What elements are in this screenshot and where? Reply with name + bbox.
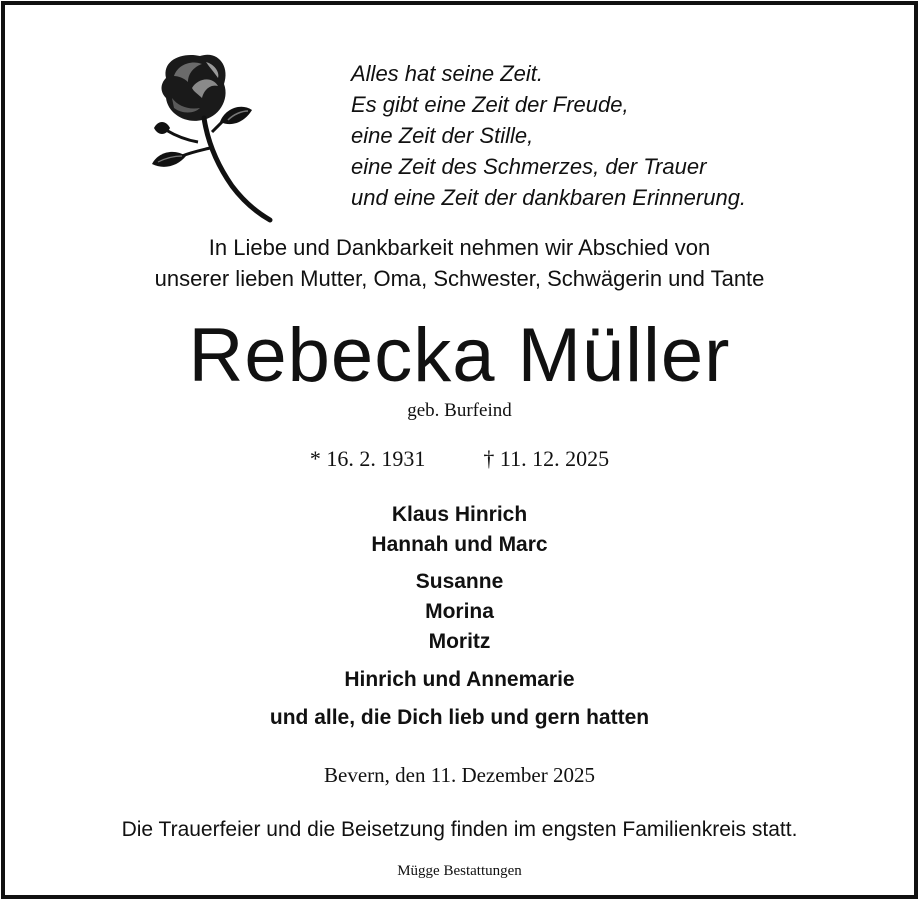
- family-member: Moritz: [428, 630, 491, 653]
- undertaker: Mügge Bestattungen: [397, 863, 522, 879]
- death-date: † 11. 12. 2025: [483, 446, 610, 471]
- poem-line: Alles hat seine Zeit.: [351, 61, 543, 86]
- intro-line: unserer lieben Mutter, Oma, Schwester, Schwägerin und Tante: [154, 266, 765, 291]
- life-dates: [0, 444, 919, 474]
- intro-line: In Liebe und Dankbarkeit nehmen wir Abschied von: [208, 235, 711, 260]
- intro-text: [0, 232, 919, 294]
- family-member: Klaus Hinrich: [391, 503, 528, 526]
- funeral-notice: Die Trauerfeier und die Beisetzung finden im engsten Familienkreis statt.: [121, 818, 798, 841]
- rose-icon: [148, 48, 280, 224]
- deceased-name: Rebecka Müller: [188, 313, 731, 398]
- poem-line: Es gibt eine Zeit der Freude,: [351, 92, 629, 117]
- birth-date: * 16. 2. 1931: [309, 446, 426, 471]
- poem-line: eine Zeit des Schmerzes, der Trauer: [351, 154, 707, 179]
- family-group-1: [0, 500, 919, 560]
- family-member: Susanne: [415, 570, 504, 593]
- maiden-name: geb. Burfeind: [407, 400, 512, 421]
- poem-line: eine Zeit der Stille,: [351, 123, 534, 148]
- place-date: Bevern, den 11. Dezember 2025: [324, 763, 595, 787]
- family-closing: und alle, die Dich lieb und gern hatten: [269, 706, 650, 729]
- poem: [351, 58, 746, 213]
- family-group-3: Hinrich und Annemarie: [344, 668, 575, 691]
- poem-line: und eine Zeit der dankbaren Erinnerung.: [351, 185, 747, 210]
- family-group-2: [0, 567, 919, 657]
- family-member: Morina: [425, 600, 494, 623]
- family-member: Hannah und Marc: [371, 533, 548, 556]
